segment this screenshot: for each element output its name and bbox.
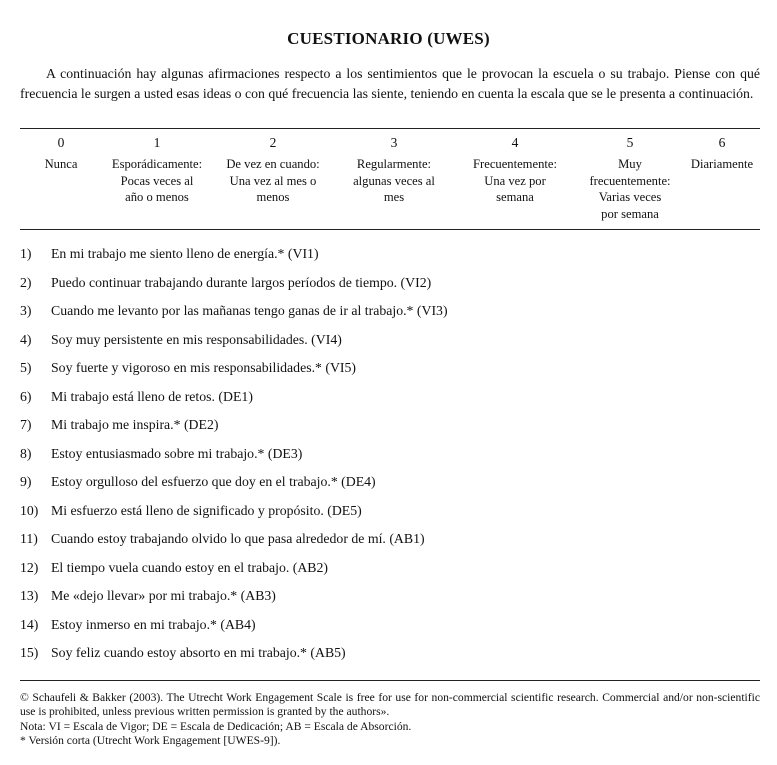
scale-value: 5: [626, 135, 634, 150]
scale-option-4: [454, 134, 576, 206]
item-number: 3): [20, 303, 32, 318]
item-text: Mi trabajo me inspira.* (DE2): [51, 417, 219, 432]
scale-option-5: [576, 134, 684, 222]
item-number: 5): [20, 360, 32, 375]
item-text: Estoy entusiasmado sobre mi trabajo.* (DE3): [51, 445, 303, 461]
scale-option-0: [20, 134, 102, 173]
scale-label: [454, 156, 576, 206]
scale-option-1: [102, 134, 212, 206]
scale-label-line: De vez en cuando:: [226, 157, 320, 171]
scale-label-line: Varias veces: [598, 190, 662, 204]
item-text: Puedo continuar trabajando durante largos períodos de tiempo. (VI2): [51, 274, 432, 290]
list-item: [20, 529, 760, 558]
list-item: [20, 330, 760, 359]
list-item: [20, 301, 760, 330]
item-number: 11): [20, 531, 38, 546]
scale-label-line: Nunca: [44, 157, 78, 171]
list-item: [20, 643, 760, 672]
list-item: [20, 415, 760, 444]
scale-label-line: algunas veces al: [353, 173, 435, 188]
item-number: 1): [20, 246, 32, 261]
item-text: El tiempo vuela cuando estoy en el trabajo. (AB2): [51, 559, 329, 575]
footer-notes: [20, 691, 760, 749]
short-version-note: * Versión corta (Utrecht Work Engagement [UWES-9]).: [20, 734, 281, 748]
item-number: 4): [20, 331, 32, 347]
item-number: 8): [20, 445, 32, 461]
list-item: [20, 387, 760, 416]
scale-label-line: Regularmente:: [356, 157, 432, 171]
footer-divider: [20, 680, 760, 681]
scale-label: [684, 156, 760, 173]
item-text: Cuando estoy trabajando olvido lo que pasa alrededor de mí. (AB1): [51, 531, 425, 546]
list-item: [20, 615, 760, 644]
item-text: Mi trabajo está lleno de retos. (DE1): [51, 388, 253, 404]
scale-label: [334, 156, 454, 206]
scale-label-line: Una vez al mes o: [229, 173, 317, 188]
item-number: 7): [20, 417, 32, 432]
scale-bottom-divider: [20, 229, 760, 230]
scale-label: [20, 156, 102, 173]
abbreviation-note: Nota: VI = Escala de Vigor; DE = Escala de Dedicación; AB = Escala de Absorción.: [20, 719, 412, 733]
item-text: Estoy inmerso en mi trabajo.* (AB4): [51, 616, 256, 632]
item-text: En mi trabajo me siento lleno de energía.* (VI1): [51, 246, 319, 261]
scale-option-3: [334, 134, 454, 206]
intro-paragraph: A continuación hay algunas afirmaciones respecto a los sentimientos que le provocan la escuela o su trabajo. Piense con qué frecuencia le surgen a usted esas ideas o con qué frecuencia las siente, teniendo en cuenta la escala que se le presenta a continuación.: [20, 66, 760, 101]
scale-option-2: [212, 134, 334, 206]
scale-value: 6: [718, 135, 726, 150]
statement-list: [20, 244, 760, 672]
scale-label-line: año o menos: [125, 190, 189, 204]
item-text: Estoy orgulloso del esfuerzo que doy en el trabajo.* (DE4): [51, 474, 376, 489]
list-item: [20, 358, 760, 387]
scale-label-line: Pocas veces al: [120, 173, 194, 188]
scale-label-line: Muy: [618, 157, 642, 171]
item-number: 2): [20, 274, 32, 290]
scale-value: 0: [57, 135, 65, 150]
item-number: 6): [20, 388, 32, 404]
item-text: Mi esfuerzo está lleno de significado y propósito. (DE5): [51, 502, 362, 518]
item-text: Soy fuerte y vigoroso en mis responsabilidades.* (VI5): [51, 360, 357, 375]
list-item: [20, 472, 760, 501]
scale-label-line: Esporádicamente:: [111, 157, 203, 171]
item-number: 13): [20, 588, 39, 603]
list-item: [20, 444, 760, 473]
item-number: 15): [20, 645, 39, 660]
item-number: 9): [20, 474, 32, 489]
scale-label-line: semana: [496, 190, 534, 204]
list-item: [20, 273, 760, 302]
list-item: [20, 586, 760, 615]
scale-label-line: por semana: [601, 206, 659, 221]
scale-label-line: mes: [383, 190, 405, 204]
scale-label-line: frecuentemente:: [589, 173, 671, 188]
scale-label: [212, 156, 334, 206]
scale-label-line: Diariamente: [690, 157, 754, 171]
list-item: [20, 501, 760, 530]
item-text: Me «dejo llevar» por mi trabajo.* (AB3): [51, 588, 276, 603]
scale-top-divider: [20, 128, 760, 129]
item-text: Cuando me levanto por las mañanas tengo ganas de ir al trabajo.* (VI3): [51, 303, 448, 318]
scale-option-6: [684, 134, 760, 173]
list-item: [20, 244, 760, 273]
scale-value: 4: [511, 135, 519, 150]
scale-label-line: menos: [256, 190, 290, 204]
item-text: Soy muy persistente en mis responsabilidades. (VI4): [51, 331, 342, 347]
scale-value: 2: [269, 135, 277, 150]
scale-label: [102, 156, 212, 206]
scale-value: 3: [390, 135, 398, 150]
scale-value: 1: [153, 135, 161, 150]
scale-label-line: Frecuentemente:: [473, 157, 557, 171]
copyright-note: © Schaufeli & Bakker (2003). The Utrecht Work Engagement Scale is free for use for non-commercial scientific research. Commercial and/or non-scientific use is prohibited, unless previous written permission is granted by the authors».: [20, 691, 760, 719]
scale-label-line: Una vez por: [484, 173, 546, 188]
item-number: 10): [20, 502, 39, 518]
item-number: 14): [20, 616, 39, 632]
page-title: CUESTIONARIO (UWES): [287, 29, 490, 48]
scale-label: [576, 156, 684, 222]
item-number: 12): [20, 559, 39, 575]
item-text: Soy feliz cuando estoy absorto en mi trabajo.* (AB5): [51, 645, 346, 660]
list-item: [20, 558, 760, 587]
